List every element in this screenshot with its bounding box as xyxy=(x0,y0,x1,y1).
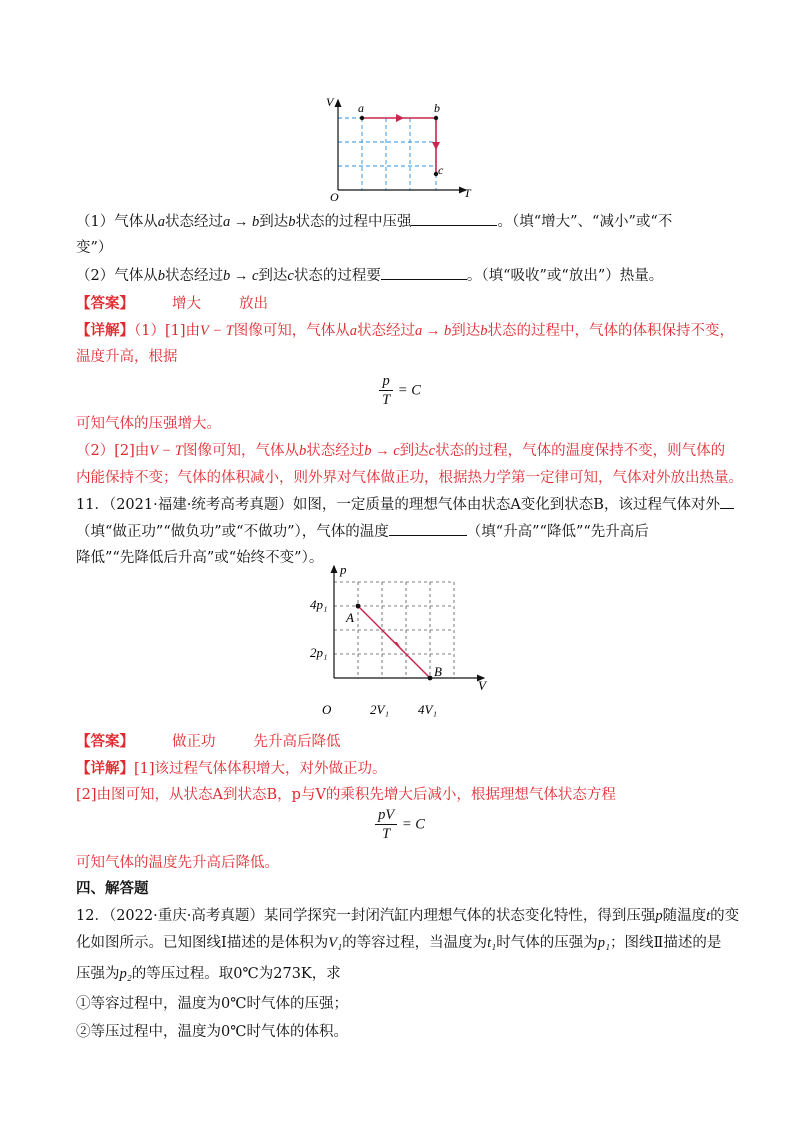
vt-origin: O xyxy=(330,190,339,204)
q12-line3: 压强为p₂的等压过程。取0℃为273K，求 xyxy=(76,966,341,982)
q10-answer xyxy=(76,293,724,315)
vt-label-c: c xyxy=(438,163,444,177)
detail-label: 【详解】 xyxy=(76,322,134,339)
answer-blank[interactable] xyxy=(389,521,467,536)
vt-grid xyxy=(338,118,436,190)
q11-line3: 降低”“先降低后升高”或“始终不变”）。 xyxy=(76,550,324,566)
q10-part1-line1: （1）气体从a状态经过a → b到达b状态的过程中压强 。（填“增大”、“减小”或“不 xyxy=(76,211,724,233)
fraction: $\frac{pV}{T}$ xyxy=(375,806,397,843)
fraction: $\frac{p}{T}$ xyxy=(379,372,393,409)
pv-arrow xyxy=(394,642,402,650)
vt-label-a: a xyxy=(358,101,364,115)
q10-equation: $\frac{p}{T}$ = C xyxy=(0,372,800,416)
q11-answer xyxy=(76,731,724,753)
section-heading: 四、解答题 xyxy=(76,880,149,897)
q11-line1: 11．（2021·福建·统考高考真题）如图，一定质量的理想气体由状态A变化到状态B，该过程气体对外 xyxy=(76,494,724,516)
answer-2: 先升高后降低 xyxy=(253,734,341,750)
pv-origin: O xyxy=(322,702,332,717)
pv-y-tick-2p1: 2p₁ xyxy=(310,645,328,660)
pv-label-a: A xyxy=(346,610,354,625)
answer-label: 【答案】 xyxy=(76,295,134,312)
q11-detail-2: [2]由图可知，从状态A到状态B，p与V的乘积先增大后减小，根据理想气体状态方程 xyxy=(76,787,616,803)
pv-y-tick-4p1: 4p₁ xyxy=(310,597,328,612)
pv-point-b xyxy=(428,676,433,681)
answer-blank[interactable] xyxy=(720,494,734,509)
detail-label: 【详解】 xyxy=(76,760,134,777)
q10-detail-5: 内能保持不变；气体的体积减小，则外界对气体做正功，根据热力学第一定律可知，气体对外放出热量。 xyxy=(76,470,743,486)
q10-detail-2: 温度升高，根据 xyxy=(76,349,178,365)
vt-arrow-bc xyxy=(432,142,440,150)
q11-detail-1: 【详解】[1]该过程气体体积增大，对外做正功。 xyxy=(76,760,387,777)
vt-chart xyxy=(318,92,478,204)
q10-part1-line2: 变”） xyxy=(76,240,113,256)
q10-part2-line: （2）气体从b状态经过b → c到达c状态的过程要 。（填“吸收”或“放出”）热量。 xyxy=(76,265,724,287)
answer-blank[interactable] xyxy=(411,211,497,226)
pv-x-tick-4v1: 4V₁ xyxy=(418,702,437,717)
vt-x-label: T xyxy=(464,186,471,200)
q11-line2: （填“做正功”“做负功”或“不做功”），气体的温度 （填“升高”“降低”“先升高后 xyxy=(76,521,724,543)
vt-point-a xyxy=(360,116,364,120)
q12-line1: 12．（2022·重庆·高考真题）某同学探究一封闭汽缸内理想气体的状态变化特性，得到压强p随温度t的变 xyxy=(76,908,740,924)
vt-y-label: V xyxy=(326,95,334,109)
vt-point-b xyxy=(434,116,438,120)
pv-x-tick-2v1: 2V₁ xyxy=(370,702,389,717)
answer-label: 【答案】 xyxy=(76,733,134,750)
q12-line2: 化如图所示。已知图线Ⅰ描述的是体积为V₁的等容过程，当温度为t₁时气体的压强为p₁；图线Ⅱ描述的是 xyxy=(76,935,722,951)
q10-detail-4: （2）[2]由V − T图像可知，气体从b状态经过b → c到达c状态的过程，气体的温度保持不变，则气体的 xyxy=(76,443,726,459)
pv-x-label: V xyxy=(478,678,486,693)
pv-chart xyxy=(308,562,498,724)
q12-line5: ②等压过程中，温度为0℃时气体的体积。 xyxy=(76,1024,348,1040)
q12-line4: ①等容过程中，温度为0℃时气体的压强； xyxy=(76,996,348,1012)
vt-label-b: b xyxy=(434,101,440,115)
q10-detail-1: 【详解】（1）[1]由V − T图像可知，气体从a状态经过a → b到达b状态的过程中，气体的体积保持不变， xyxy=(76,322,734,339)
answer-2: 放出 xyxy=(239,296,268,312)
q10-detail-3: 可知气体的压强增大。 xyxy=(76,416,221,432)
pv-y-label: p xyxy=(340,562,347,577)
pv-label-b: B xyxy=(434,664,442,679)
pv-point-a xyxy=(356,604,361,609)
answer-1: 做正功 xyxy=(172,734,216,750)
q11-detail-3: 可知气体的温度先升高后降低。 xyxy=(76,855,279,871)
q11-equation: $\frac{pV}{T}$ = C xyxy=(0,806,800,850)
answer-1: 增大 xyxy=(172,296,201,312)
answer-blank[interactable] xyxy=(381,265,467,280)
vt-arrow-ab xyxy=(396,114,404,122)
